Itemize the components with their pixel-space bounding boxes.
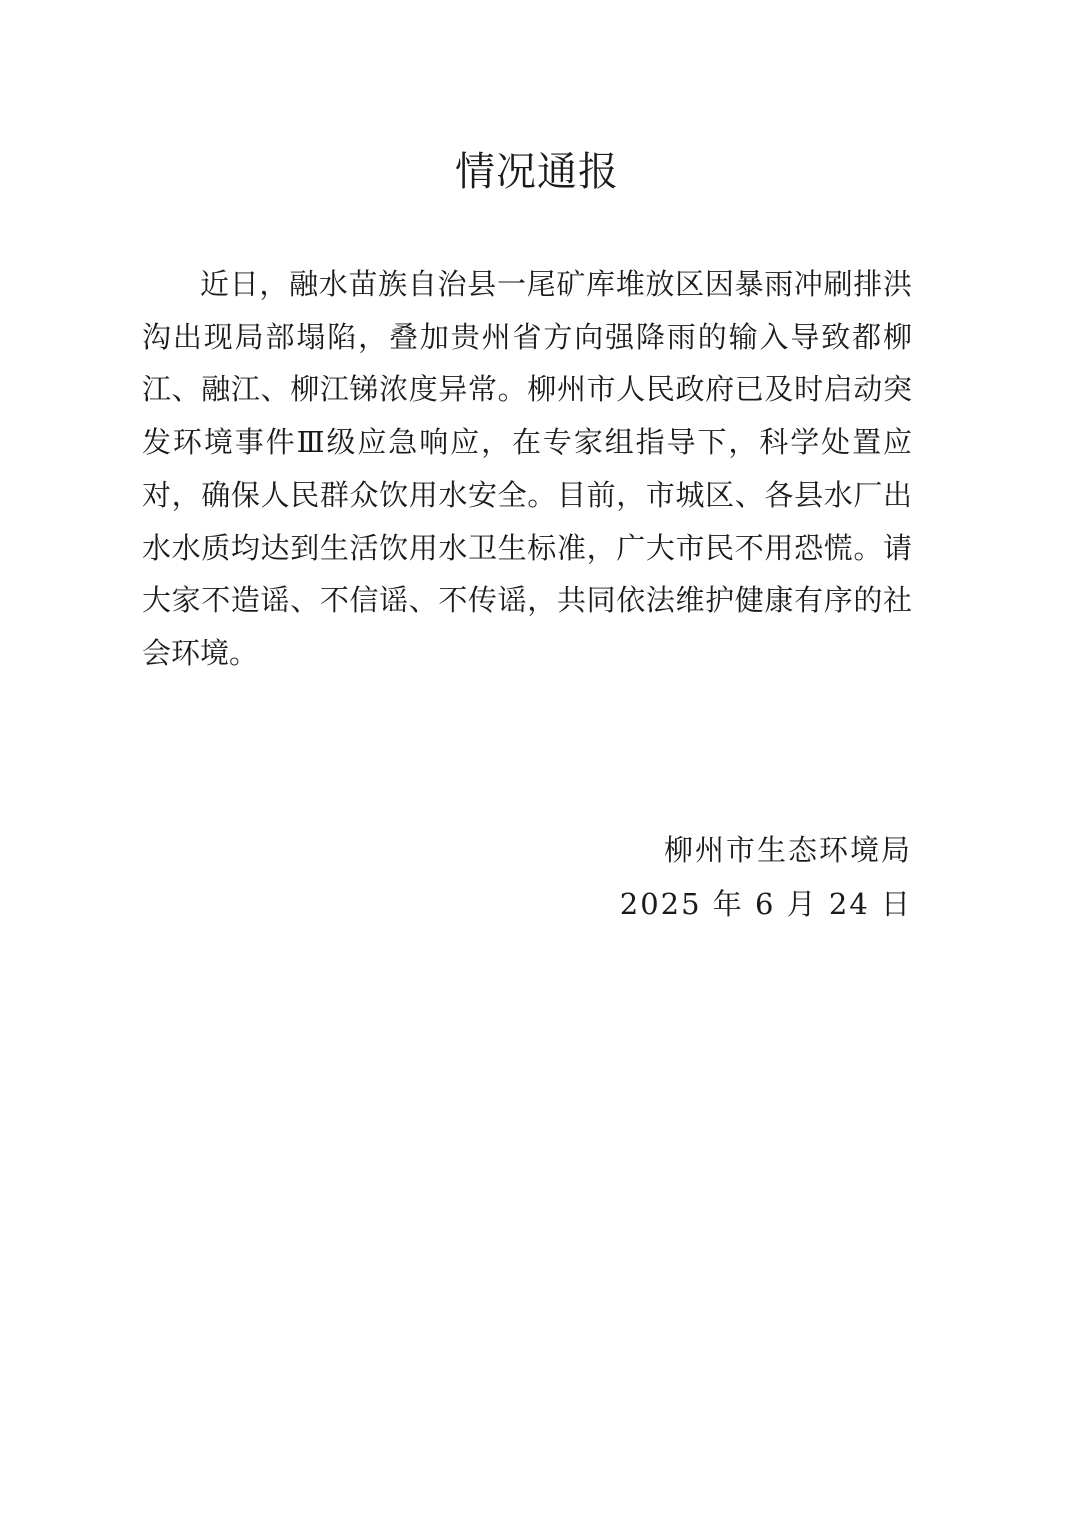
document-body: 近日，融水苗族自治县一尾矿库堆放区因暴雨冲刷排洪沟出现局部塌陷，叠加贵州省方向强降雨的输入导致都柳江、融江、柳江锑浓度异常。柳州市人民政府已及时启动突发环境事件Ⅲ级应急响应，在专家组指导下，科学处置应对，确保人民群众饮用水安全。目前，市城区、各县水厂出水水质均达到生活饮用水卫生标准，广大市民不用恐慌。请大家不造谣、不信谣、不传谣，共同依法维护健康有序的社会环境。 [142,267,912,670]
signature-date: 2025 年 6 月 24 日 [619,887,912,921]
document-title: 情况通报 [455,149,619,195]
signature-organization: 柳州市生态环境局 [663,833,912,867]
